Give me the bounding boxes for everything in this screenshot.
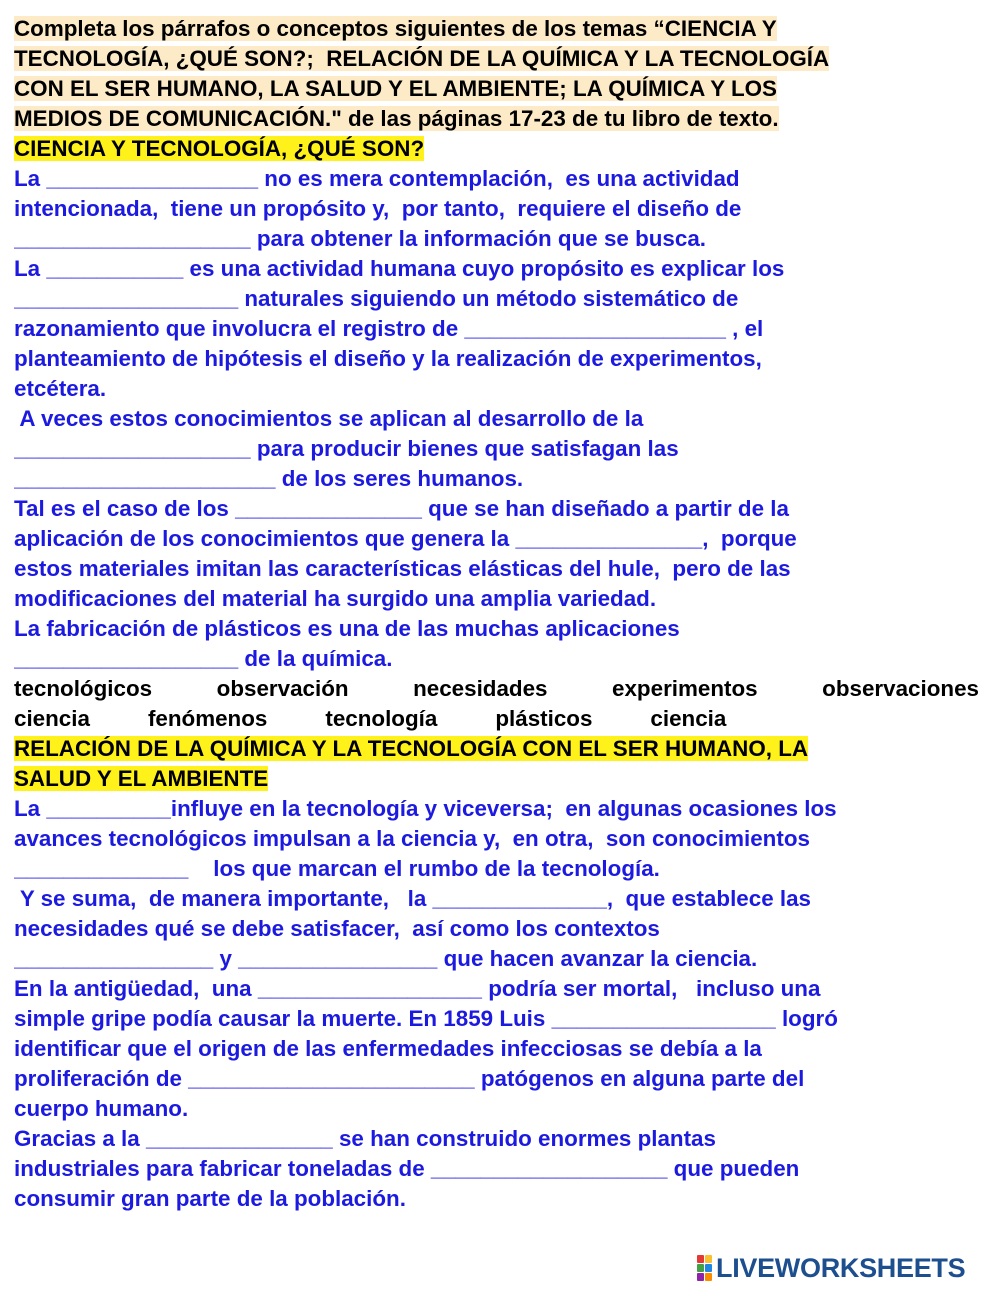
text-line: necesidades qué se debe satisfacer, así como los contextos <box>14 916 660 941</box>
section1-paragraphs <box>14 164 989 674</box>
fill-in-line[interactable]: ______________ los que marcan el rumbo de la tecnología. <box>14 856 660 881</box>
fill-in-line[interactable]: _____________________ de los seres humanos. <box>14 466 524 491</box>
text-line: planteamiento de hipótesis el diseño y la realización de experimentos, <box>14 346 762 371</box>
text-line: consumir gran parte de la población. <box>14 1186 406 1211</box>
fill-in-line[interactable]: ___________________ para producir bienes que satisfagan las <box>14 436 679 461</box>
intro-line: CON EL SER HUMANO, LA SALUD Y EL AMBIENTE; LA QUÍMICA Y LOS <box>14 76 777 101</box>
intro-line: Completa los párrafos o conceptos siguientes de los temas “CIENCIA Y <box>14 16 777 41</box>
section2-paragraphs <box>14 794 989 1214</box>
word-bank-item: necesidades <box>413 676 548 701</box>
fill-in-line[interactable]: aplicación de los conocimientos que genera la _______________, porque <box>14 526 797 551</box>
intro-instructions <box>14 14 989 134</box>
word-bank-item: ciencia <box>14 706 90 731</box>
section-heading: CIENCIA Y TECNOLOGÍA, ¿QUÉ SON? <box>14 136 425 161</box>
fill-in-line[interactable]: __________________ de la química. <box>14 646 393 671</box>
text-line: La fabricación de plásticos es una de las muchas aplicaciones <box>14 616 680 641</box>
text-line: etcétera. <box>14 376 107 401</box>
fill-in-line[interactable]: __________________ naturales siguiendo un método sistemático de <box>14 286 739 311</box>
word-bank-item: experimentos <box>612 676 758 701</box>
text-line: avances tecnológicos impulsan a la ciencia y, en otra, son conocimientos <box>14 826 810 851</box>
word-bank-row <box>14 674 989 704</box>
logo-tile <box>697 1273 704 1281</box>
word-bank-item: observaciones <box>822 676 979 701</box>
intro-line: MEDIOS DE COMUNICACIÓN." de las páginas 17-23 de tu libro de texto. <box>14 106 779 131</box>
logo-tile <box>705 1255 712 1263</box>
text-line: intencionada, tiene un propósito y, por tanto, requiere el diseño de <box>14 196 742 221</box>
fill-in-line[interactable]: Gracias a la _______________ se han construido enormes plantas <box>14 1126 716 1151</box>
fill-in-line[interactable]: proliferación de _______________________ patógenos en alguna parte del <box>14 1066 805 1091</box>
word-bank-item: ciencia <box>650 706 727 731</box>
text-line: modificaciones del material ha surgido una amplia variedad. <box>14 586 657 611</box>
fill-in-line[interactable]: simple gripe podía causar la muerte. En 1859 Luis __________________ logró <box>14 1006 838 1031</box>
word-bank-row <box>14 704 989 734</box>
fill-in-line[interactable]: En la antigüedad, una __________________ podría ser mortal, incluso una <box>14 976 821 1001</box>
logo-tile <box>705 1273 712 1281</box>
section-heading: RELACIÓN DE LA QUÍMICA Y LA TECNOLOGÍA CON EL SER HUMANO, LA <box>14 736 809 761</box>
fill-in-line[interactable]: ___________________ para obtener la información que se busca. <box>14 226 706 251</box>
text-line: identificar que el origen de las enfermedades infecciosas se debía a la <box>14 1036 762 1061</box>
liveworksheets-brand: LIVEWORKSHEETS <box>716 1252 966 1283</box>
fill-in-line[interactable]: industriales para fabricar toneladas de ___________________ que pueden <box>14 1156 800 1181</box>
text-line: estos materiales imitan las características elásticas del hule, pero de las <box>14 556 791 581</box>
text-line: cuerpo humano. <box>14 1096 189 1121</box>
logo-tile <box>697 1255 704 1263</box>
logo-tile <box>697 1264 704 1272</box>
section-heading: SALUD Y EL AMBIENTE <box>14 766 269 791</box>
worksheet <box>14 14 989 1214</box>
fill-in-line[interactable]: La _________________ no es mera contemplación, es una actividad <box>14 166 740 191</box>
word-bank-item: tecnológicos <box>14 676 153 701</box>
fill-in-line[interactable]: Tal es el caso de los _______________ que se han diseñado a partir de la <box>14 496 789 521</box>
fill-in-line[interactable]: La __________influye en la tecnología y viceversa; en algunas ocasiones los <box>14 796 837 821</box>
fill-in-line[interactable]: ________________ y ________________ que hacen avanzar la ciencia. <box>14 946 758 971</box>
word-bank-item: tecnología <box>325 706 438 731</box>
logo-tile <box>705 1264 712 1272</box>
liveworksheets-icon <box>697 1255 712 1281</box>
fill-in-line[interactable]: Y se suma, de manera importante, la ______________, que establece las <box>14 886 811 911</box>
liveworksheets-logo <box>697 1254 965 1282</box>
fill-in-line[interactable]: La ___________ es una actividad humana cuyo propósito es explicar los <box>14 256 785 281</box>
word-bank-item: observación <box>216 676 349 701</box>
word-bank-item: fenómenos <box>147 706 268 731</box>
fill-in-line[interactable]: razonamiento que involucra el registro de _____________________ , el <box>14 316 764 341</box>
intro-line: TECNOLOGÍA, ¿QUÉ SON?; RELACIÓN DE LA QUÍMICA Y LA TECNOLOGÍA <box>14 46 830 71</box>
word-bank-item: plásticos <box>495 706 593 731</box>
text-line: A veces estos conocimientos se aplican al desarrollo de la <box>14 406 644 431</box>
